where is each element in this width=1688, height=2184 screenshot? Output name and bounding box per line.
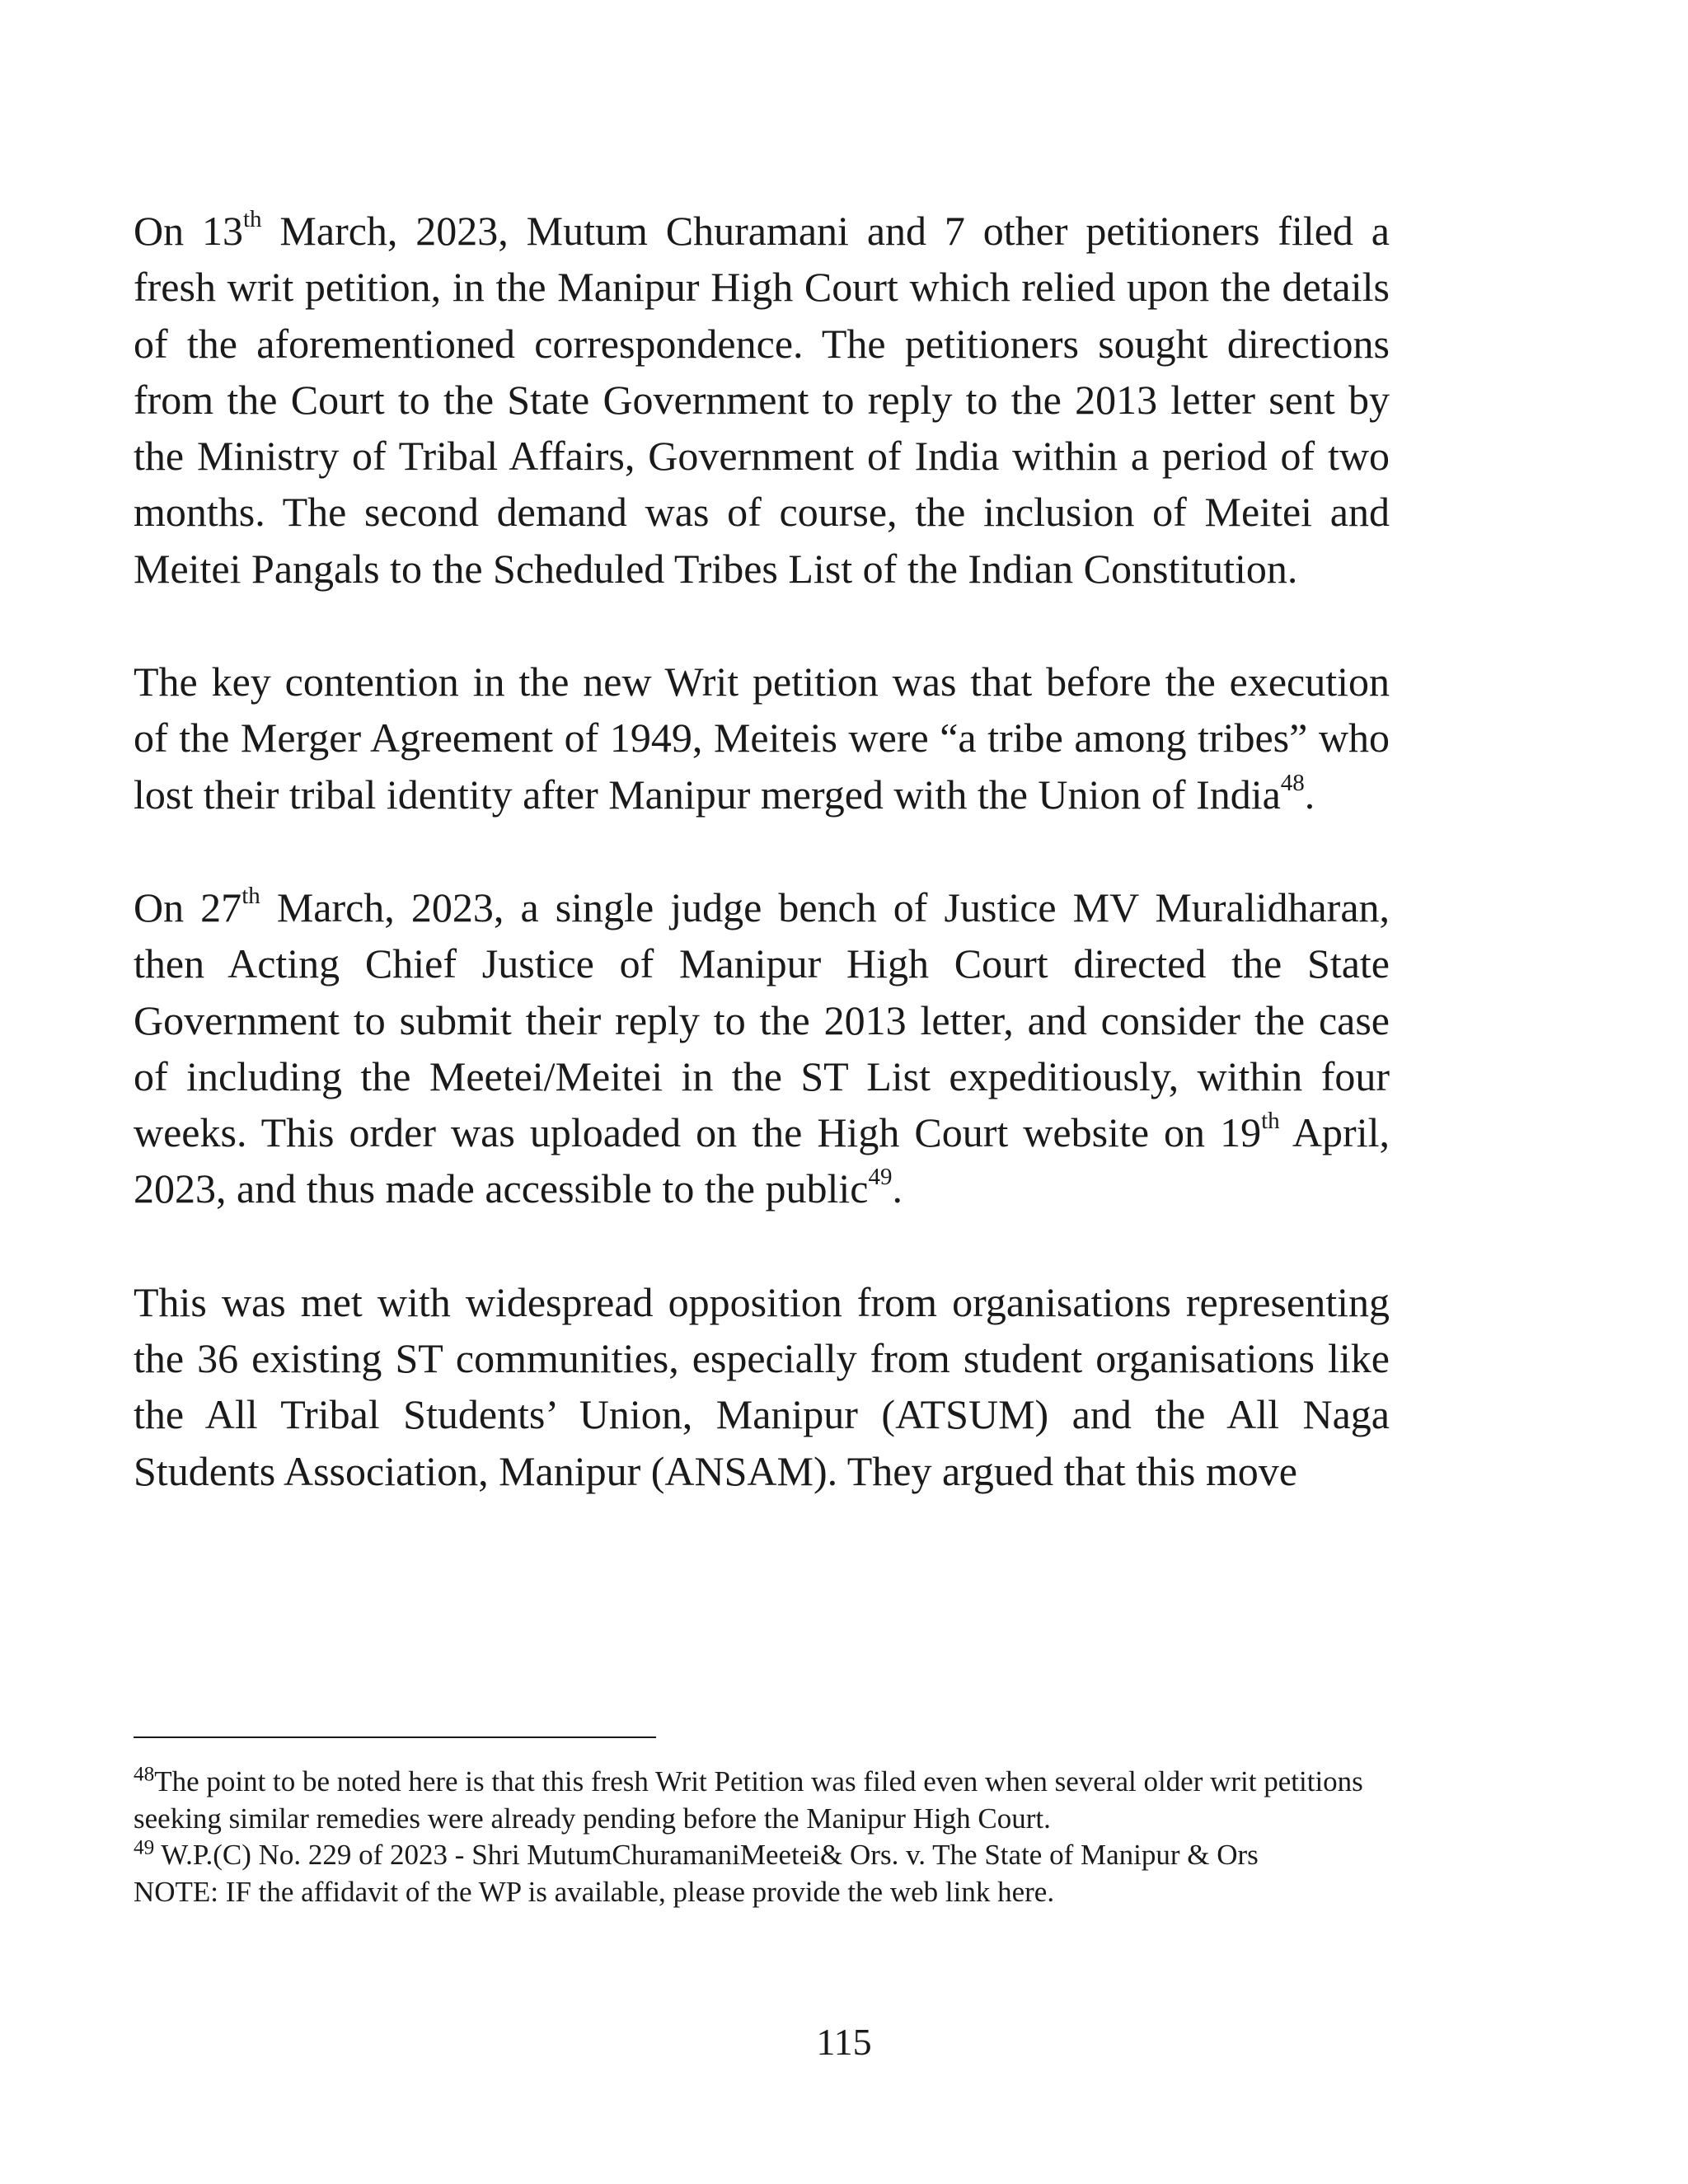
footnote-note: NOTE: IF the affidavit of the WP is available, please provide the web link here.	[134, 1875, 1055, 1908]
paragraph-2-text-b: .	[1304, 771, 1315, 818]
paragraph-4	[134, 1274, 1390, 1499]
footnote-reference-48[interactable]: 48	[1280, 769, 1305, 796]
paragraph-4-text: This was met with widespread opposition from organisations representing the 36 existing ST communities, especially from student organisations like the All Tribal Students’ Union, Manipur (ATSUM) and the All Naga Students Association, Manipur (ANSAM). They argued that this move	[134, 1278, 1390, 1494]
superscript-ordinal: th	[241, 882, 260, 909]
paragraph-3-text-d: .	[892, 1165, 903, 1212]
page-number: 115	[816, 2021, 872, 2063]
paragraph-1-text-a: On 13	[134, 208, 243, 254]
footnote-49-text: W.P.(C) No. 229 of 2023 - Shri MutumChuramaniMeetei& Ors. v. The State of Manipur & Ors	[154, 1839, 1259, 1871]
footnote-49	[134, 1837, 1390, 1874]
footnote-48	[134, 1764, 1390, 1837]
superscript-ordinal: th	[242, 206, 262, 232]
paragraph-2	[134, 654, 1390, 823]
footnote-reference-49[interactable]: 49	[868, 1164, 893, 1191]
body-text	[134, 203, 1390, 1556]
footnotes	[134, 1764, 1390, 1910]
paragraph-1-text-b: March, 2023, Mutum Churamani and 7 other petitioners filed a fresh writ petition, in the Manipur High Court which relied upon the details of the aforementioned correspondence. The petitioners sought directions from the Court to the State Government to reply to the 2013 letter sent by the Ministry of Tribal Affairs, Government of India within a period of two months. The second demand was of course, the inclusion of Meitei and Meitei Pangals to the Scheduled Tribes List of the Indian Constitution.	[134, 208, 1390, 592]
footnote-48-mark: 48	[134, 1763, 155, 1786]
paragraph-3	[134, 879, 1390, 1217]
footnote-48-text: The point to be noted here is that this fresh Writ Petition was filed even when several older writ petitions seeking similar remedies were already pending before the Manipur High Court.	[134, 1765, 1363, 1835]
paragraph-1	[134, 203, 1390, 597]
footnote-separator	[134, 1736, 656, 1738]
footnote-49-mark: 49	[134, 1836, 155, 1859]
superscript-ordinal: th	[1261, 1108, 1280, 1135]
paragraph-2-text-a: The key contention in the new Writ petition was that before the execution of the Merger Agreement of 1949, Meiteis were “a tribe among tribes” who lost their tribal identity after Manipur merged with the Union of India	[134, 658, 1390, 818]
paragraph-3-text-b: March, 2023, a single judge bench of Justice MV Muralidharan, then Acting Chief Justice of Manipur High Court directed the State Government to submit their reply to the 2013 letter, and consider the case of including the Meetei/Meitei in the ST List expeditiously, within four weeks. This order was uploaded on the High Court website on 19	[134, 883, 1390, 1156]
paragraph-3-text-a: On 27	[134, 883, 242, 930]
paragraph-3-text-c: April, 2023, and thus made accessible to the public	[134, 1109, 1390, 1212]
